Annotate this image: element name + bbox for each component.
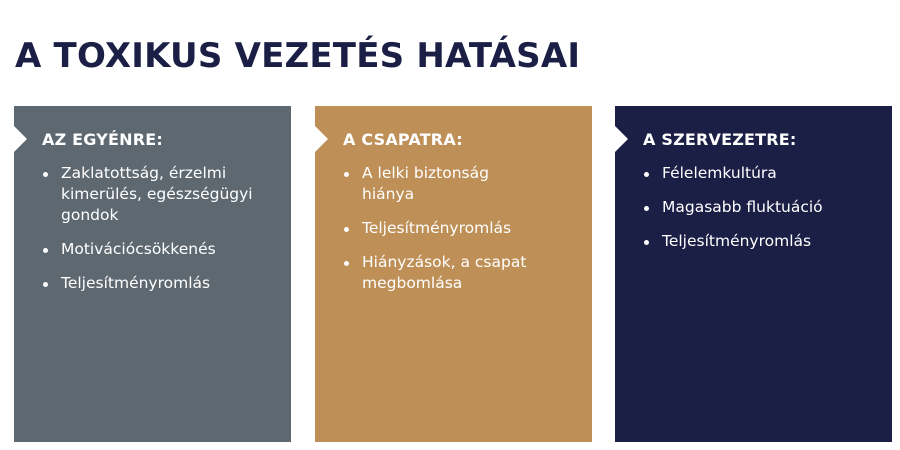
card-marker-icon [14,126,27,152]
bullet-icon [644,206,649,211]
list-item-text: Zaklatottság, érzelmi kimerülés, egészségügyi gondok [61,164,253,224]
list-item [42,239,283,260]
bullet-icon [644,172,649,177]
list-item [343,163,527,205]
bullet-list [42,163,283,307]
list-item-text: Félelemkultúra [662,164,777,182]
bullet-icon [43,248,48,253]
card-team [315,106,592,442]
bullet-list [343,163,584,307]
card-heading: A SZERVEZETRE: [643,130,797,149]
list-item-text: Teljesítményromlás [662,232,812,250]
bullet-icon [43,172,48,177]
list-item [42,163,261,226]
list-item [343,252,537,294]
list-item [643,231,884,252]
list-item-text: Magasabb fluktuáció [662,198,823,216]
card-heading: AZ EGYÉNRE: [42,130,164,149]
list-item [343,218,584,239]
list-item [643,197,884,218]
card-organization [615,106,892,442]
card-marker-icon [315,126,328,152]
page-title: A TOXIKUS VEZETÉS HATÁSAI [15,36,581,76]
list-item-text: Motivációcsökkenés [61,240,216,258]
list-item-text: Teljesítményromlás [362,219,512,237]
card-heading: A CSAPATRA: [343,130,463,149]
bullet-icon [344,172,349,177]
list-item [42,273,283,294]
bullet-icon [43,282,48,287]
bullet-list [643,163,884,265]
list-item-text: A lelki biztonság hiánya [362,164,489,203]
list-item-text: Hiányzások, a csapat megbomlása [362,253,527,292]
list-item-text: Teljesítményromlás [61,274,211,292]
card-marker-icon [615,126,628,152]
bullet-icon [644,240,649,245]
bullet-icon [344,227,349,232]
list-item [643,163,884,184]
bullet-icon [344,261,349,266]
card-individual [14,106,291,442]
